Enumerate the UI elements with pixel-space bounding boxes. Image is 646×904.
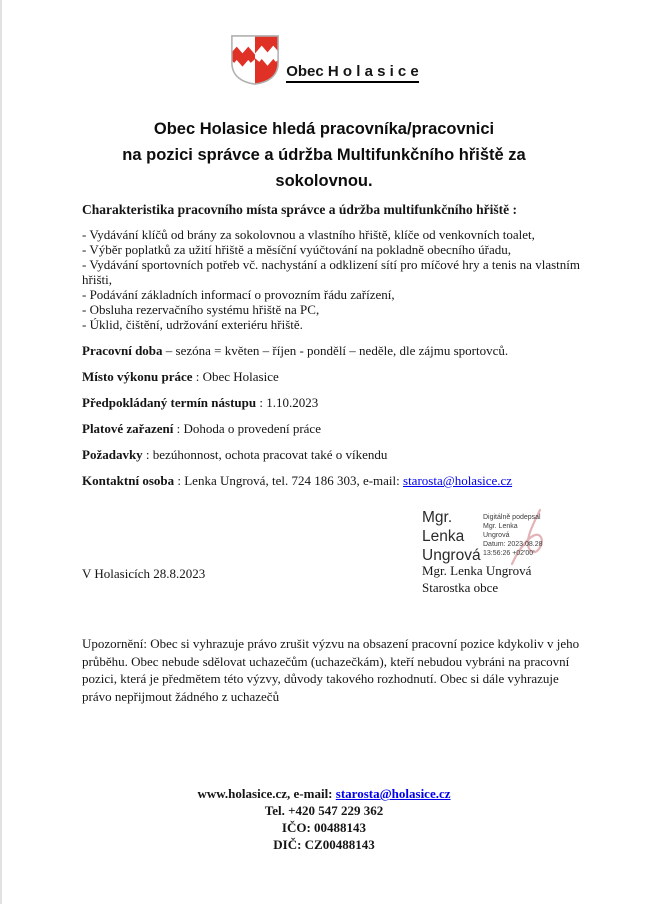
notice-paragraph: Upozornění: Obec si vyhrazuje právo zrušit výzvu na obsazení pracovní pozice kdykoliv v jeho průběhu. Obec nebude sdělovat uchazečům (uchazečkám), kteří nebudou vybráni na pracovní pozici, která je předmětem této výzvy, důvody takového rozhodnutí. Obec si dále vyhrazuje právo nepřijmout žádného z uchazečů [82,636,580,704]
list-item: - Výběr poplatků za užití hřiště a měsíční vyúčtování na pokladně obecního úřadu, [82,242,511,257]
digital-signature-name-line: Ungrová [422,547,481,564]
field-workplace [82,369,580,384]
footer-website-label: www.holasice.cz, e-mail: [197,786,336,801]
org-name: Obec H o l a s i c e [286,63,419,83]
field-label: Pracovní doba [82,343,163,358]
title-line-1: Obec Holasice hledá pracovníka/pracovnici [153,120,495,138]
field-start-date [82,395,580,410]
field-value: : Lenka Ungrová, tel. 724 186 303, e-mail: [174,473,404,488]
document-footer [2,785,646,853]
field-contact-person [82,473,580,488]
field-value: : bezúhonnost, ochota pracovat také o víkendu [142,447,388,462]
signatory-role: Starostka obce [422,579,499,595]
signature-detail-line: Digitálně podepsal [483,514,541,521]
field-value: : 1.10.2023 [256,395,319,410]
place-and-date: V Holasicích 28.8.2023 [82,566,206,581]
digital-signature-details [483,513,543,558]
list-item: - Vydávání klíčů od brány za sokolovnou a vlastního hřiště, klíče od venkovních toalet, [82,227,535,242]
field-label: Platové zařazení [82,421,174,436]
title-line-3: sokolovnou. [275,172,373,190]
signature-detail-line: Datum: 2023.08.28 [483,541,543,548]
digital-signature-name [422,508,481,565]
list-item: - Obsluha rezervačního systému hřiště na PC, [82,302,320,317]
list-item: - Úklid, čištění, udržování exteriéru hřiště. [82,317,303,332]
signature-area [82,510,580,600]
field-label: Kontaktní osoba [82,473,175,488]
field-label: Předpokládaný termín nástupu [82,395,257,410]
footer-email-link[interactable]: starosta@holasice.cz [335,786,451,801]
list-item: - Podávání základních informací o provozním řádu zařízení, [82,287,395,302]
document-body [2,201,646,705]
signature-detail-line: Ungrová [483,532,510,539]
title-line-2: na pozici správce a údržba Multifunkčního hřiště za [122,146,526,164]
duties-list [82,227,580,332]
field-label: Místo výkonu práce [82,369,193,384]
signature-detail-line: 13:56:26 +02'00' [483,550,535,557]
footer-website-line [2,785,646,802]
signatory-name: Mgr. Lenka Ungrová [422,563,532,578]
field-working-hours [82,343,580,358]
digital-signature-name-line: Lenka [422,528,465,545]
list-item: - Vydávání sportovních potřeb vč. nachystání a odklizení sítí pro míčové hry a tenis na vlastním hřišti, [82,257,580,287]
signatory-block [422,563,531,596]
section-heading: Charakteristika pracovního místa správce a údržba multifunkčního hřiště : [82,202,518,217]
field-value: : Obec Holasice [192,369,279,384]
digital-signature-name-line: Mgr. [422,509,453,526]
field-requirements [82,447,580,462]
field-value: – sezóna = květen – říjen - pondělí – neděle, dle zájmu sportovců. [162,343,509,358]
signature-detail-line: Mgr. Lenka [483,523,518,530]
page-title [2,116,646,194]
footer-phone: Tel. +420 547 229 362 [264,803,384,818]
document-header [2,33,646,92]
field-value: : Dohoda o provedení práce [173,421,321,436]
holasice-coat-of-arms-icon [229,33,281,87]
footer-dic: DIČ: CZ00488143 [273,837,375,852]
field-salary [82,421,580,436]
contact-email-link[interactable]: starosta@holasice.cz [403,473,513,488]
footer-ico: IČO: 00488143 [281,820,367,835]
field-label: Požadavky [82,447,143,462]
